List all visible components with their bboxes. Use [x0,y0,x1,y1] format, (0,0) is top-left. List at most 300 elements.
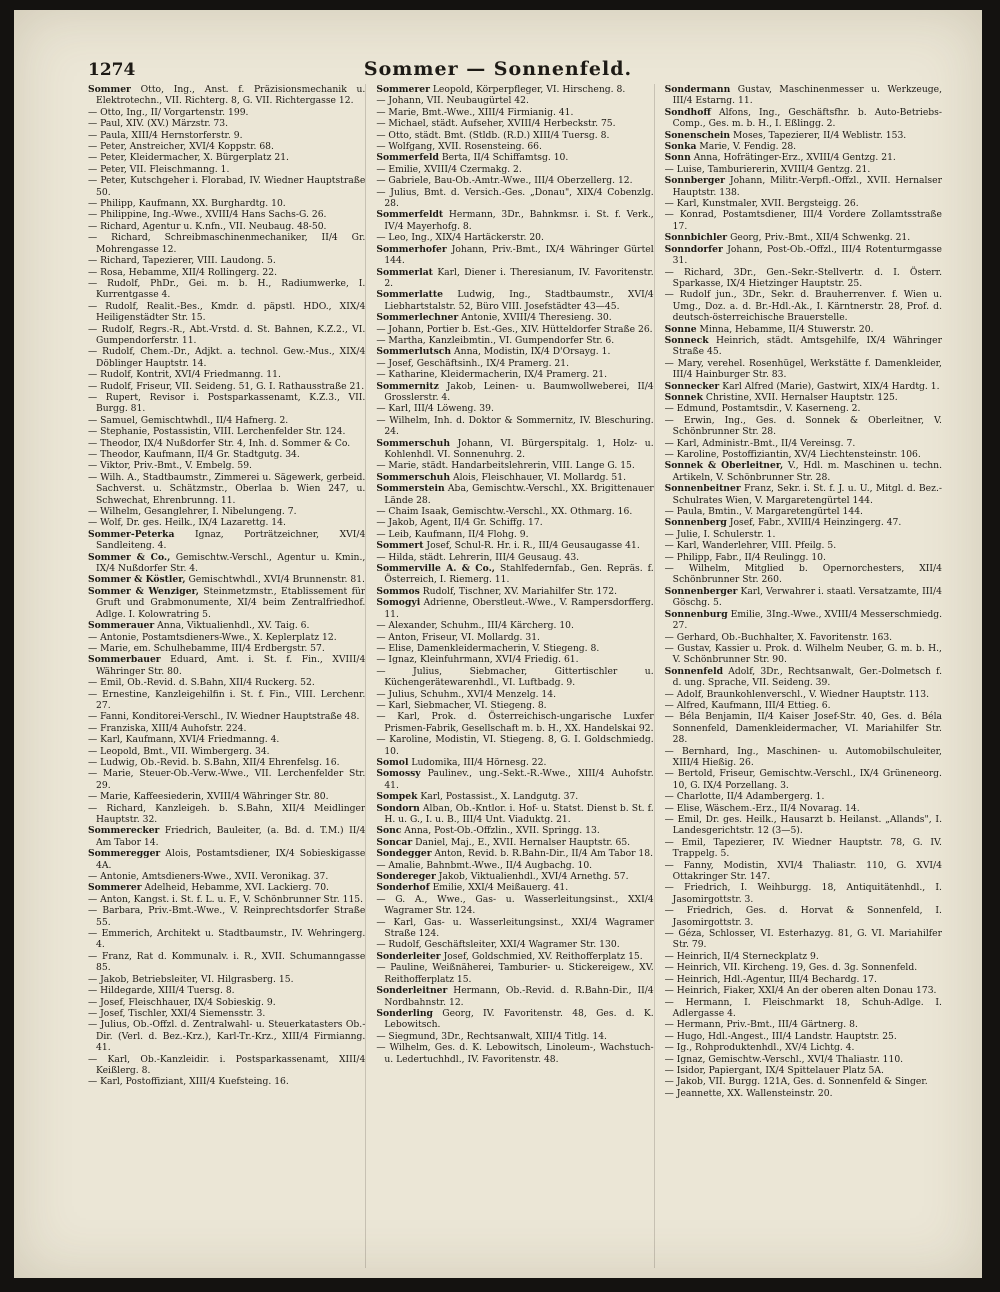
entry-name: Sommerhofer [376,243,447,255]
entry-text: — Emil, Tapezierer, IV. Wiedner Hauptstr. 78, G. IV. Trappelg. 5. [664,836,942,860]
entry-text: Adelheid, Hebamme, XVI. Lackierg. 70. [144,882,329,894]
entry-name: Sonnenberg [664,517,727,529]
entry-text: — Karl, Postoffiziant, XIII/4 Kuefsteing. 16. [88,1076,289,1088]
directory-entry [88,517,365,528]
entry-text: Karl Alfred (Marie), Gastwirt, XIX/4 Hardtg. 1. [722,380,940,392]
directory-entry [88,905,365,928]
directory-entry [88,506,365,517]
entry-name: Sonne [664,323,697,335]
directory-entry [665,1019,942,1030]
entry-text: Karl, Verwahrer i. staatl. Versatzamte, III/4 Göschg. 5. [672,585,942,609]
directory-entry [665,175,942,198]
entry-text: — Amalie, Bahnbmt.-Wwe., II/4 Augbachg. 10. [376,859,593,871]
directory-entry [665,141,942,152]
directory-entry [88,84,365,107]
directory-entry [665,209,942,232]
entry-text: — Josef, Fleischhauer, IX/4 Sobieskig. 9. [88,996,276,1008]
entry-text: — Ernestine, Kanzleigehilfin i. St. f. Fin., VIII. Lerchenr. 27. [88,688,366,711]
entry-text: — Rudolf, Chem.-Dr., Adjkt. a. technol. Gew.-Mus., XIX/4 Döblinger Hauptstr. 14. [88,346,366,369]
entry-text: — Theodor, Kaufmann, II/4 Gr. Stadtgutg. 34. [88,449,300,460]
directory-entry [376,84,653,95]
directory-entry [665,1042,942,1053]
entry-text: Anna, Modistin, IX/4 D'Orsayg. 1. [454,346,611,358]
entry-text: Alois, Postamtsdiener, IX/4 Sobieskigasse 4A. [96,848,366,871]
entry-text: V., Hdl. m. Maschinen u. techn. Artikeln, V. Schönbrunner Str. 28. [672,460,942,483]
directory-entry [665,1065,942,1076]
entry-name: Sondereger [376,871,436,883]
entry-text: — Rudolf, Regrs.-R., Abt.-Vrstd. d. St. Bahnen, K.Z.2., VI. Gumpendorferstr. 11. [88,323,366,346]
entry-text: — Alexander, Schuhm., III/4 Kärcherg. 10. [376,620,574,632]
entry-text: — Ig., Rohproduktenhdl., XV/4 Lichtg. 4. [664,1042,855,1054]
directory-entry [376,689,653,700]
directory-entry [376,312,653,323]
entry-text: — Rudolf, PhDr., Gei. m. b. H., Radiumwerke, I. Kurrentgasse 4. [88,277,366,301]
directory-entry [376,472,653,483]
entry-text: Georg, Priv.-Bmt., XII/4 Schwenkg. 21. [730,232,911,244]
directory-entry [665,563,942,586]
entry-text: Aba, Gemischtw.-Verschl., XX. Brigittenauer Lände 28. [384,483,654,506]
directory-entry [665,1088,942,1099]
entry-text: — Julius, Schuhm., XVI/4 Menzelg. 14. [376,688,557,700]
entry-text: Josef, Fabr., XVIII/4 Heinzingerg. 47. [729,517,902,529]
directory-entry [376,244,653,267]
entry-text: — Hermann, I. Fleischmarkt 18, Schuh-Adlge. I. Adlergasse 4. [664,996,942,1019]
directory-entry [665,905,942,928]
entry-name: Sonenschein [664,129,731,141]
entry-text: — G. A., Wwe., Gas- u. Wasserleitungsinst., XXI/4 Wagramer Str. 124. [376,893,654,917]
directory-entry [665,267,942,290]
entry-text: — Wolf, Dr. ges. Heilk., IX/4 Lazarettg. 14. [88,517,286,529]
directory-entry [376,460,653,471]
entry-text: — Karoline, Postoffiziantin, XV/4 Liechtensteinstr. 106. [664,449,921,460]
directory-entry [665,152,942,163]
directory-entry [88,882,365,893]
directory-entry [88,677,365,688]
directory-entry [88,746,365,757]
entry-text: — Karl, Administr.-Bmt., II/4 Vereinsg. 7. [664,437,856,449]
entry-text: — Marie, städt. Handarbeitslehrerin, VIII. Lange G. 15. [376,460,635,472]
entry-text: — Julie, I. Schulerstr. 1. [664,528,776,540]
entry-name: Sondorn [376,802,420,814]
entry-name: Sommerlat [376,266,433,278]
directory-entry [665,529,942,540]
entry-name: Sommer-Peterka [88,528,175,540]
directory-entry [88,711,365,722]
entry-name: Sommerecker [88,825,160,837]
entry-name: Sommerer [376,84,430,95]
directory-entry [665,666,942,689]
directory-entry [88,1054,365,1077]
entry-text: Emilie, XXI/4 Meißauerg. 41. [432,882,569,894]
directory-entry [376,118,653,129]
entry-text: — Richard, 3Dr., Gen.-Sekr.-Stellvertr. d. I. Österr. Sparkasse, IX/4 Hietzinger Hauptstr. 25. [664,266,942,289]
directory-entry [88,974,365,985]
entry-name: Sommerville A. & Co., [376,563,495,575]
entry-text: — Anton, Kangst. i. St. f. L. u. F., V. Schönbrunner Str. 115. [88,893,364,905]
directory-entry [376,289,653,312]
entry-text: — Julius, Bmt. d. Versich.-Ges. „Donau", XIX/4 Cobenzlg. 28. [376,186,654,210]
directory-entry [665,609,942,632]
directory-entry [665,962,942,973]
directory-entry [376,962,653,985]
entry-text: Leopold, Körperpfleger, VI. Hirscheng. 8. [432,84,626,95]
entry-text: — Konrad, Postamtsdiener, III/4 Vordere Zollamtsstraße 17. [664,209,942,232]
entry-text: — Philipp, Kaufmann, XX. Burghardtg. 10. [88,198,286,210]
directory-entry [376,346,653,357]
entry-name: Sommerfeld [376,152,439,164]
entry-name: Somossy [376,768,421,780]
entry-text: — Peter, Anstreicher, XVI/4 Koppstr. 68. [88,141,274,153]
directory-entry [376,175,653,186]
entry-text: Karl, Diener i. Theresianum, IV. Favoritenstr. 2. [384,266,654,289]
directory-entry [376,232,653,243]
directory-entry [88,894,365,905]
directory-entry [665,1054,942,1065]
entry-text: — Béla Benjamin, II/4 Kaiser Josef-Str. 40, Ges. d. Béla Sonnenfeld, Damenkleidermacher, VI. Mariahilfer Str. 28. [664,711,942,746]
entry-text: — Emmerich, Architekt u. Stadtbaumstr., IV. Wehringerg. 4. [88,928,366,951]
directory-entry [88,118,365,129]
entry-text: — Ignaz, Kleinfuhrmann, XVI/4 Friedig. 61. [376,654,579,666]
entry-text: — Charlotte, II/4 Adambergerg. 1. [664,791,825,803]
entry-text: — Gustav, Kassier u. Prok. d. Wilhelm Neuber, G. m. b. H., V. Schönbrunner Str. 90. [664,642,942,666]
directory-entry [376,540,653,551]
directory-entry [665,438,942,449]
entry-text: — Peter, Kutschgeher i. Florabad, IV. Wiedner Hauptstraße 50. [88,175,366,198]
entry-text: — Otto, Ing., II/ Vorgartenstr. 199. [88,106,249,118]
directory-entry [665,814,942,837]
directory-entry [665,791,942,802]
entry-name: Sommerschuh [376,437,451,449]
directory-entry [376,141,653,152]
directory-entry [665,632,942,643]
entry-name: Sommerer [88,882,142,894]
entry-name: Sonnek & Oberleitner, [664,460,784,472]
entry-text: — Alfred, Kaufmann, III/4 Ettieg. 6. [664,699,831,711]
entry-text: Heinrich, städt. Amtsgehilfe, IX/4 Währinger Straße 45. [672,334,942,358]
directory-entry [665,985,942,996]
directory-entry [665,517,942,528]
entry-text: — Karl, Wanderlehrer, VIII. Pfeilg. 5. [664,540,837,552]
entry-text: — Viktor, Priv.-Bmt., V. Embelg. 59. [88,460,252,472]
entry-text: — Marie, Steuer-Ob.-Verw.-Wwe., VII. Lerchenfelder Str. 29. [88,768,366,791]
directory-entry [665,358,942,381]
directory-entry [665,381,942,392]
directory-entry [665,711,942,745]
directory-entry [88,734,365,745]
entry-text: — Johann, VII. Neubaugürtel 42. [376,95,529,107]
entry-name: Sommerauer [88,620,155,632]
directory-entry [88,175,365,198]
entry-name: Sommer & Köstler, [88,574,186,586]
directory-entry [88,643,365,654]
entry-text: — Karl, Prok. d. Österreichisch-ungarische Luxfer Prismen-Fabrik, Gesellschaft m. b. H., XX. Handelskai 92. [376,711,654,734]
directory-entry [88,369,365,380]
entry-text: Gemischtwhdl., XVI/4 Brunnenstr. 81. [188,574,365,586]
directory-entry [376,597,653,620]
directory-entry [88,825,365,848]
directory-entry [88,415,365,426]
entry-text: — Hildegarde, XIII/4 Tuersg. 8. [88,985,235,997]
entry-name: Sommerlechner [376,312,459,324]
entry-text: — Elise, Damenkleidermacherin, V. Stiegeng. 8. [376,642,600,654]
directory-entry [665,198,942,209]
entry-text: — Richard, Kanzleigeh. b. S.Bahn, XII/4 Meidlinger Hauptstr. 32. [88,802,366,825]
entry-text: — Theodor, IX/4 Nußdorfer Str. 4, Inh. d. Sommer & Co. [88,437,351,449]
entry-text: Rudolf, Tischner, XV. Mariahilfer Str. 172. [422,585,617,597]
entry-text: — Erwin, Ing., Ges. d. Sonnek & Oberleitner, V. Schönbrunner Str. 28. [664,414,942,438]
entry-text: — Richard, Schreibmaschinenmechaniker, II/4 Gr. Mohrengasse 12. [88,232,366,255]
directory-entry [88,574,365,585]
directory-entry [665,1031,942,1042]
entry-text: Anna, Post-Ob.-Offzlin., XVII. Springg. 13. [404,825,600,837]
directory-entry [376,654,653,665]
directory-entry [376,529,653,540]
entry-name: Sonnenfeld [664,665,724,677]
entry-text: Jakob, Viktualienhdl., XVI/4 Arnethg. 57. [438,871,629,883]
entry-name: Sommerfeldt [376,209,444,221]
entry-name: Sonnbichler [664,232,728,244]
entry-name: Sonnenbeitner [664,483,741,495]
entry-name: Sonnenburg [664,608,728,620]
directory-entry [376,324,653,335]
directory-entry [376,837,653,848]
directory-entry [376,734,653,757]
entry-text: Johann, Post-Ob.-Offzl., III/4 Rotenturmgasse 31. [672,243,942,267]
directory-entry [376,358,653,369]
directory-entry [376,666,653,689]
entry-text: Georg, IV. Favoritenstr. 48, Ges. d. K. Lebowitsch. [384,1007,654,1031]
entry-name: Sommer [88,84,131,95]
entry-text: — Julius, Siebmacher, Gittertischler u. Küchengerätewarenhdl., VI. Luftbadg. 9. [376,665,654,689]
directory-entry [376,848,653,859]
directory-entry [376,187,653,210]
page-title: Sommer — Sonnenfeld. [363,58,633,80]
entry-text: — Johann, Portier b. Est.-Ges., XIV. Hütteldorfer Straße 26. [376,323,653,335]
directory-entry [376,1008,653,1031]
directory-entry [88,928,365,951]
directory-entry [88,848,365,871]
entry-text: — Rudolf, Friseur, VII. Seideng. 51, G. I. Rathausstraße 21. [88,380,365,392]
entry-text: — Philipp, Fabr., II/4 Reulingg. 10. [664,551,826,563]
entry-text: Daniel, Maj., E., XVII. Hernalser Hauptstr. 65. [415,836,631,848]
entry-text: Ludwig, Ing., Stadtbaumstr., XVI/4 Liebhartstalstr. 52, Büro VIII. Josefstädter 43—45. [384,289,654,312]
entry-text: — Wilhelm, Gesanglehrer, I. Nibelungeng. 7. [88,506,297,518]
entry-name: Sonderling [376,1007,433,1019]
directory-entry [376,803,653,826]
entry-text: — Heinrich, Fiaker, XXI/4 An der oberen alten Donau 173. [664,985,937,997]
directory-entry [665,928,942,951]
directory-entry [665,951,942,962]
entry-text: Josef, Goldschmied, XV. Reithofferplatz 15. [443,950,643,962]
entry-text: — Jakob, Agent, II/4 Gr. Schiffg. 17. [376,517,543,529]
entry-name: Sonka [664,141,697,153]
entry-text: — Fanni, Konditorei-Verschl., IV. Wiedner Hauptstraße 48. [88,711,360,723]
directory-entry [88,438,365,449]
entry-text: Paulinev., ung.-Sekt.-R.-Wwe., XIII/4 Auhofstr. 41. [384,768,654,791]
entry-text: — Franz, Rat d. Kommunalv. i. R., XVII. Schumanngasse 85. [88,950,366,974]
entry-text: Christine, XVII. Hernalser Hauptstr. 125. [705,391,898,403]
entry-name: Sommerschuh [376,471,451,483]
directory-entry [665,289,942,323]
entry-name: Somogyi [376,597,421,609]
entry-text: Friedrich, Bauleiter, (a. Bd. d. T.M.) II/4 Am Tabor 14. [96,825,366,848]
column-1 [88,84,366,1268]
entry-text: Moses, Tapezierer, II/4 Weblistr. 153. [733,129,907,141]
directory-entry [376,871,653,882]
entry-text: — Marie, em. Schulhebamme, III/4 Erdbergstr. 57. [88,642,325,654]
entry-text: — Karl, Kaufmann, XVI/4 Friedmanng. 4. [88,734,280,746]
entry-text: — Josef, Geschäftsinh., IX/4 Pramerg. 21. [376,357,570,369]
directory-entry [665,449,942,460]
directory-entry [665,1076,942,1087]
entry-text: Emilie, 3Ing.-Wwe., XVIII/4 Messerschmiedg. 27. [672,608,942,632]
directory-entry [665,643,942,666]
entry-text: — Stephanie, Postassistin, VIII. Lerchenfelder Str. 124. [88,426,346,438]
directory-entry [376,860,653,871]
directory-entry [376,951,653,962]
directory-entry [88,654,365,677]
directory-entry [376,517,653,528]
directory-entry [376,917,653,940]
entry-text: — Heinrich, VII. Kircheng. 19, Ges. d. 3g. Sonnenfeld. [664,962,918,974]
directory-entry [88,221,365,232]
directory-entry [376,152,653,163]
entry-name: Sommer & Co., [88,551,171,563]
directory-entry [665,586,942,609]
entry-name: Sonndorfer [664,243,723,255]
entry-text: Alois, Fleischhauer, VI. Mollardg. 51. [452,471,626,483]
directory-entry [665,540,942,551]
entry-text: — Ludwig, Ob.-Revid. b. S.Bahn, XII/4 Ehrenfelsg. 16. [88,756,340,768]
directory-entry [376,791,653,802]
entry-name: Sommer & Wenziger, [88,585,199,597]
directory-entry [376,95,653,106]
directory-entry [665,460,942,483]
entry-text: Anna, Hofrätinger-Erz., XVIII/4 Gentzg. 21. [693,152,896,164]
directory-entry [376,711,653,734]
entry-text: Gustav, Maschinenmesser u. Werkzeuge, III/4 Estarng. 11. [672,84,942,107]
directory-entry [376,267,653,290]
entry-name: Sondermann [664,84,731,95]
directory-entry [665,107,942,130]
entry-name: Sonnek [664,391,703,403]
directory-entry [88,997,365,1008]
entry-text: — Leo, Ing., XIX/4 Hartäckerstr. 20. [376,232,544,244]
entry-text: — Philippine, Ing.-Wwe., XVIII/4 Hans Sachs-G. 26. [88,209,327,221]
directory-entry [88,1076,365,1087]
entry-name: Sonnecker [664,380,720,392]
entry-text: Adolf, 3Dr., Rechtsanwalt, Ger.-Dolmetsch f. d. ung. Sprache, VII. Seideng. 39. [672,665,942,689]
directory-entry [376,1031,653,1042]
entry-text: — Leib, Kaufmann, II/4 Flohg. 9. [376,528,529,540]
entry-name: Sonderhof [376,882,430,894]
entry-text: — Peter, VII. Fleischmanng. 1. [88,163,230,175]
directory-entry [665,232,942,243]
directory-entry [376,209,653,232]
directory-entry [88,107,365,118]
directory-entry [665,837,942,860]
directory-page [14,10,982,1278]
directory-entry [376,894,653,917]
entry-text: — Adolf, Braunkohlenverschl., V. Wiedner Hauptstr. 113. [664,688,930,700]
entry-text: Eduard, Amt. i. St. f. Fin., XVIII/4 Währinger Str. 80. [96,654,366,677]
directory-entry [376,369,653,380]
entry-text: — Karl, Kunstmaler, XVII. Bergsteigg. 26. [664,198,859,210]
entry-text: — Siegmund, 3Dr., Rechtsanwalt, XIII/4 Titlg. 14. [376,1030,607,1042]
entry-text: — Rudolf jun., 3Dr., Sekr. d. Brauherrenver. f. Wien u. Umg., Doz. a. d. Br.-Hdl.-Ak., I. Kärntnerstr. 28, Prof. d. deutsch-österreichische Brauerstelle. [664,289,942,324]
entry-text: Ludomika, III/4 Hörnesg. 22. [411,756,547,768]
entry-text: — Paul, XIV. (XV.) Märzstr. 73. [88,118,229,130]
directory-entry [665,860,942,883]
entry-text: Anna, Viktualienhdl., XV. Taig. 6. [157,620,310,632]
entry-text: — Emil, Ob.-Revid. d. S.Bahn, XII/4 Ruckerg. 52. [88,677,315,689]
entry-text: — Rosa, Hebamme, XII/4 Rollingerg. 22. [88,266,277,278]
entry-text: — Wolfgang, XVII. Rosensteing. 66. [376,141,542,153]
entry-name: Sommernitz [376,380,439,392]
entry-text: — Anton, Friseur, VI. Mollardg. 31. [376,631,540,643]
directory-entry [665,552,942,563]
entry-text: — Friedrich, Ges. d. Horvat & Sonnenfeld, I. Jasomirgottstr. 3. [664,905,942,928]
directory-entry [376,403,653,414]
directory-entry [88,255,365,266]
entry-name: Soncar [376,836,413,848]
directory-entry [665,164,942,175]
entry-text: — Wilhelm, Ges. d. K. Lebowitsch, Linoleum-, Wachstuch- u. Ledertuchhdl., IV. Favoritenstr. 48. [376,1042,654,1065]
directory-entry [376,586,653,597]
entry-text: — Richard, Agentur u. K.nfn., VII. Neubaug. 48-50. [88,220,327,232]
entry-text: Karl, Postassist., X. Landgutg. 37. [420,791,579,803]
directory-entry [376,985,653,1008]
entry-text: — Karl, Siebmacher, VI. Stiegeng. 8. [376,699,547,711]
entry-text: — Wilhelm, Mitglied b. Opernorchesters, XII/4 Schönbrunner Str. 260. [664,563,942,586]
directory-entry [376,552,653,563]
entry-text: — Michael, städt. Aufseher, XVIII/4 Herbeckstr. 75. [376,118,616,130]
directory-entry [88,620,365,631]
entry-text: — Paula, Bmtin., V. Margaretengürtel 144. [664,506,863,518]
entry-name: Sonderleiter [376,950,441,962]
directory-entry [88,757,365,768]
entry-name: Somol [376,756,409,768]
directory-entry [88,460,365,471]
entry-text: — Rupert, Revisor i. Postsparkassenamt, K.Z.3., VII. Burgg. 81. [88,391,366,415]
directory-entry [88,232,365,255]
entry-text: — Elise, Wäschem.-Erz., II/4 Novarag. 14. [664,802,860,814]
directory-entry [376,438,653,461]
entry-text: — Bernhard, Ing., Maschinen- u. Automobilschuleiter, XIII/4 Hießig. 26. [664,745,942,768]
directory-entry [88,951,365,974]
entry-text: — Wilhelm, Inh. d. Doktor & Sommernitz, IV. Bleschuring. 24. [376,414,654,438]
directory-entry [665,689,942,700]
entry-text: Adrienne, Oberstleut.-Wwe., V. Rampersdorfferg. 11. [384,597,654,620]
entry-name: Sonnberger [664,175,725,187]
entry-text: Josef, Schul-R. Hr. i. R., III/4 Geusaugasse 41. [426,540,640,552]
entry-text: Hermann, Ob.-Revid. d. R.Bahn-Dir., II/4 Nordbahnstr. 12. [384,985,654,1008]
entry-name: Sonc [376,825,402,837]
entry-text: — Rudolf, Kontrit, XVI/4 Friedmanng. 11. [88,369,281,381]
directory-entry [88,392,365,415]
entry-name: Sommerlatte [376,289,443,301]
directory-entry [665,415,942,438]
directory-entry [88,529,365,552]
column-2 [376,84,654,1268]
entry-text: Steinmetzmstr., Etablissement für Gruft und Grabmonumente, XI/4 beim Zentralfriedhof. Adlge. I. Kolowratring 5. [96,585,366,620]
entry-text: — Ignaz, Gemischtw.-Verschl., XVI/4 Thaliastr. 110. [664,1053,904,1065]
directory-entry [376,506,653,517]
directory-entry [665,882,942,905]
directory-entry [88,472,365,506]
directory-entry [376,107,653,118]
entry-name: Sommos [376,585,420,597]
